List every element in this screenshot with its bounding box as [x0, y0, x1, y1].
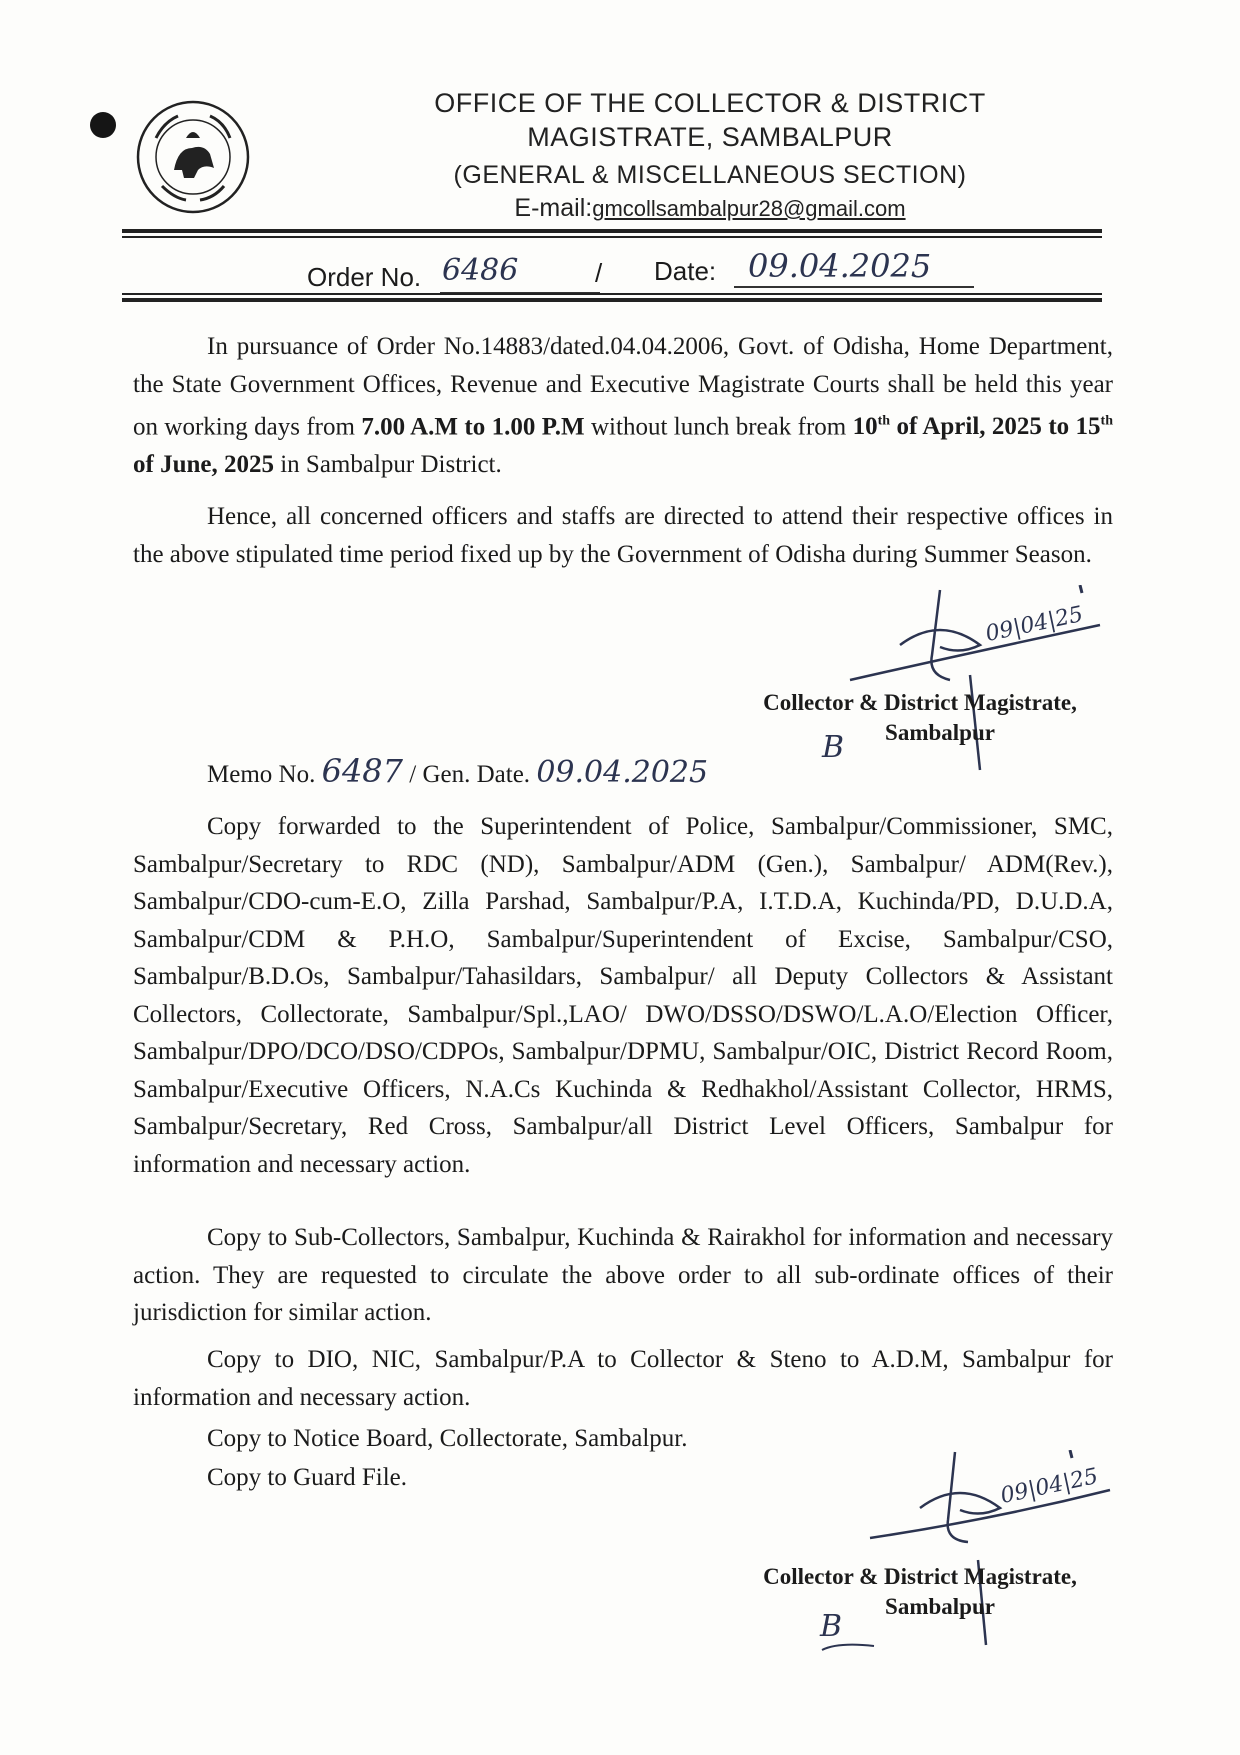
odisha-emblem-seal [134, 98, 252, 216]
signature-1-date: 09|04|25 [983, 602, 1086, 647]
email-label: E-mail: [514, 194, 593, 222]
order-no-label: Order No. [307, 262, 422, 292]
order-rule-thin [122, 293, 1102, 295]
order-date-underline [734, 286, 974, 288]
order-slash: / [595, 258, 603, 288]
signatory-1-title: Collector & District Magistrate, [763, 690, 1077, 715]
header-email-line [380, 194, 1040, 223]
email-address[interactable]: gmcollsambalpur28@gmail.com [592, 196, 906, 221]
copy-sub-collectors-paragraph: Copy to Sub-Collectors, Sambalpur, Kuchinda & Rairakhol for information and necessary action. They are requested to circulate the above order to all sub-ordinate offices of their jurisdiction for similar action. [133, 1224, 1113, 1326]
copy-guard-file: Copy to Guard File. [207, 1464, 407, 1491]
order-number: 6486 [442, 253, 519, 288]
memo-line [207, 752, 708, 790]
memo-label: Memo No. [207, 761, 316, 788]
header-line-2: MAGISTRATE, SAMBALPUR [527, 122, 893, 152]
signatory-block-1 [730, 688, 1110, 748]
header-rule-thin [122, 236, 1102, 238]
signatory-1-place: Sambalpur [885, 720, 995, 745]
order-date: 09.04.2025 [748, 247, 932, 285]
copy-forwarded-paragraph: Copy forwarded to the Superintendent of Police, Sambalpur/Commissioner, SMC, Sambalpur/Secretary to RDC (ND), Sambalpur/ADM (Gen.), Sambalpur/ ADM(Rev.), Sambalpur/CDO-cum-E.O, Zilla Parshad, Sambalpur/P.A, I.T.D.A, Kuchinda/PD, D.U.D.A, Sambalpur/CDM & P.H.O, Sambalpur/Superintendent of Excise, Sambalpur/CSO, Sambalpur/B.D.Os, Sambalpur/Tahasildars, Sambalpur/ all Deputy Collectors & Assistant Collectors, Collectorate, Sambalpur/Spl.,LAO/ DWO/DSSO/DSWO/L.A.O/Election Officer, Sambalpur/DPO/DCO/DSO/CDPOs, Sambalpur/DPMU, Sambalpur/OIC, District Record Room, Sambalpur/Executive Officers, N.A.Cs Kuchinda & Redhakhol/Assistant Collector, HRMS, Sambalpur/Secretary, Red Cross, Sambalpur/all District Level Officers, Sambalpur for information and necessary action. [133, 813, 1113, 1178]
memo-number: 6487 [321, 752, 404, 790]
memo-date: 09.04.2025 [536, 755, 709, 790]
signatory-2-place: Sambalpur [885, 1594, 995, 1619]
svg-text:B: B [822, 730, 845, 765]
header-rule-thick [122, 229, 1102, 233]
order-date-label: Date: [654, 256, 717, 286]
period: 10th of April, 2025 to 15th of June, 2025 [133, 413, 1113, 478]
header-line-1: OFFICE OF THE COLLECTOR & DISTRICT [434, 88, 986, 118]
copy-dio-paragraph: Copy to DIO, NIC, Sambalpur/P.A to Collector & Steno to A.D.M, Sambalpur for information and necessary action. [133, 1346, 1113, 1411]
svg-text:B: B [820, 1609, 843, 1644]
office-hours: 7.00 A.M to 1.00 P.M [361, 413, 585, 441]
header-section: (GENERAL & MISCELLANEOUS SECTION) [453, 161, 967, 189]
initial-b-2 [818, 1602, 878, 1662]
order-rule-thick [122, 298, 1102, 302]
signature-2-date: 09|04|25 [998, 1464, 1101, 1509]
initial-b-1 [820, 725, 880, 775]
order-paragraph-2: Hence, all concerned officers and staffs are directed to attend their respective offices in the above stipulated time period fixed up by the Government of Odisha during Summer Season. [133, 503, 1113, 568]
memo-gen-date-label: / Gen. Date. [409, 761, 531, 788]
order-paragraph-1: In pursuance of Order No.14883/dated.04.04.2006, Govt. of Odisha, Home Department, the State Government Offices, Revenue and Executive Magistrate Courts shall be held this year on working days from 7.00 A.M to 1.00 P.M without lunch break from 10th of April, 2025 to 15th of June, 2025 in Sambalpur District. [133, 333, 1113, 478]
signatory-block-2 [730, 1562, 1110, 1622]
punch-hole-mark [90, 112, 116, 138]
copy-notice-board: Copy to Notice Board, Collectorate, Sambalpur. [207, 1425, 688, 1452]
signatory-2-title: Collector & District Magistrate, [763, 1564, 1077, 1589]
